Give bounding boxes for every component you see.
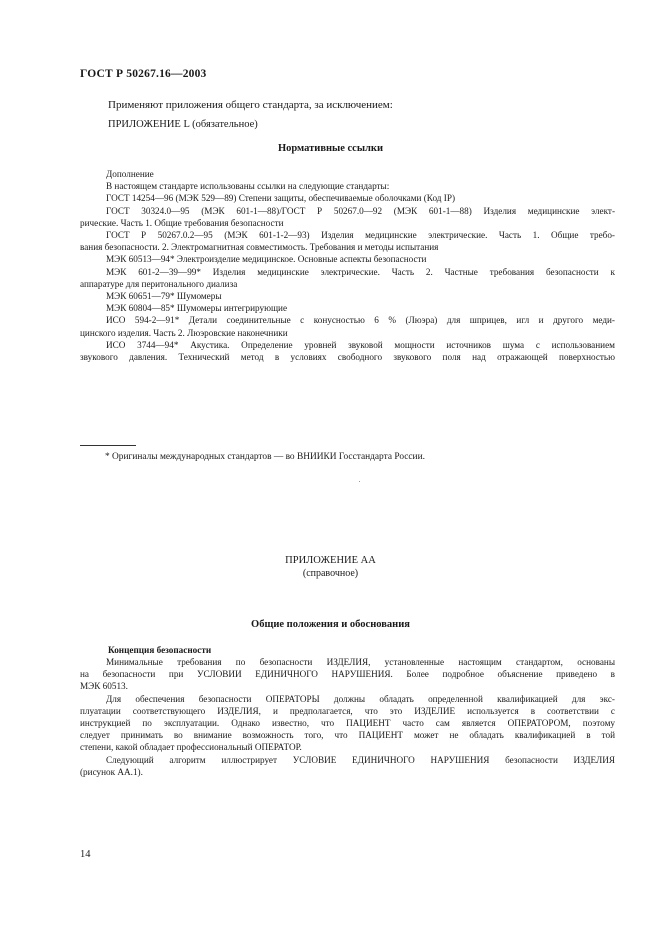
reference-line: рические. Часть 1. Общие требования безопасности [80, 217, 284, 228]
reference-line: вания безопасности. 2. Электромагнитная совместимость. Требования и методы испытания [80, 242, 439, 253]
concept-line: степени, какой обладает профессиональный ОПЕРАТОР. [80, 742, 302, 753]
concept-line: Следующий алгоритм иллюстрирует УСЛОВИЕ ЕДИНИЧНОГО НАРУШЕНИЯ безопасности ИЗДЕЛИЯ [106, 754, 615, 765]
references-heading: Нормативные ссылки [277, 143, 384, 154]
reference-line: звукового давления. Технический метод в условиях свободного звукового поля над отражающей поверхностью [80, 352, 615, 363]
reference-line: ИСО 3744—94* Акустика. Определение уровней звуковой мощности источников шума с использованием [106, 339, 615, 350]
concept-line: Для обеспечения безопасности ОПЕРАТОРЫ должны обладать определенной квалификацией для экс- [106, 693, 615, 704]
concept-line: следует принимать во внимание возможность того, что ПАЦИЕНТ может не обладать квалификацией в той [80, 730, 615, 741]
footnote-rule [80, 445, 136, 446]
reference-line: ГОСТ Р 50267.0.2—95 (МЭК 601-1-2—93) Изделия медицинские электрические. Часть 1. Общие требо- [106, 230, 615, 241]
reference-line: аппаратуре для перитонального диализа [80, 278, 238, 289]
concept-line: (рисунок АА.1). [80, 766, 143, 777]
concept-heading: Концепция безопасности [108, 645, 212, 655]
annex-aa-title: ПРИЛОЖЕНИЕ АА [285, 555, 376, 566]
reference-line: МЭК 60513—94* Электроизделие медицинское. Основные аспекты безопасности [106, 254, 427, 265]
reference-line: цинского изделия. Часть 2. Люэровские наконечники [80, 327, 288, 338]
page-number: 14 [80, 849, 91, 860]
concept-line: МЭК 60513. [80, 681, 128, 692]
concept-line: Минимальные требования по безопасности ИЗДЕЛИЯ, установленные настоящим стандартом, основаны [106, 657, 615, 667]
concept-line: на безопасности при УСЛОВИИ ЕДИНИЧНОГО НАРУШЕНИЯ. Более подробное объяснение приведено в [80, 669, 615, 680]
intro-text: Применяют приложения общего стандарта, за исключением: [108, 99, 393, 111]
annex-aa-type: (справочное) [302, 568, 359, 579]
reference-line: МЭК 60804—85* Шумомеры интегрирующие [106, 303, 288, 314]
reference-line: ИСО 594-2—91* Детали соединительные с конусностью 6 % (Люэра) для шприцев, игл и другого меди- [106, 315, 615, 326]
reference-line: ГОСТ 30324.0—95 (МЭК 601-1—88)/ГОСТ Р 50267.0—92 (МЭК 601-1—88) Изделия медицинские элект- [106, 205, 615, 216]
annex-l-title: ПРИЛОЖЕНИЕ L (обязательное) [108, 119, 258, 130]
reference-line: ГОСТ 14254—96 (МЭК 529—89) Степени защиты, обеспечиваемые оболочками (Код IP) [106, 193, 456, 204]
document-header: ГОСТ Р 50267.16—2003 [80, 68, 207, 80]
references-block [80, 168, 615, 363]
reference-line: МЭК 60651—79* Шумомеры [106, 291, 222, 302]
scan-dot [359, 481, 360, 482]
footnote: * Оригиналы международных стандартов — во ВНИИКИ Госстандарта России. [105, 452, 425, 462]
reference-line: МЭК 601-2—39—99* Изделия медицинские электрические. Часть 2. Частные требования безопасности к [106, 266, 615, 277]
general-heading: Общие положения и обоснования [251, 619, 410, 630]
reference-line: В настоящем стандарте использованы ссылки на следующие стандарты: [106, 181, 390, 192]
concept-block [80, 656, 615, 778]
concept-line: инструкцией по эксплуатации. Однако известно, что ПАЦИЕНТ часто сам является ОПЕРАТОРОМ, поэтому [80, 718, 615, 729]
concept-line: плуатации соответствующего ИЗДЕЛИЯ, и предполагается, что это ИЗДЕЛИЕ используется в соответствии с [80, 705, 615, 716]
reference-line: Дополнение [106, 169, 154, 179]
